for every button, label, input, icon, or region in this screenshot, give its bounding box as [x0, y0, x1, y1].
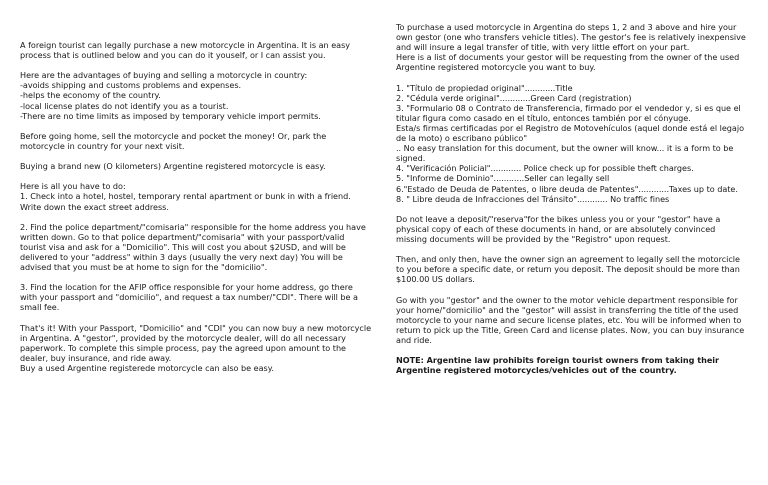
step-1-paragraph: Here is all you have to do: 1. Check into a hotel, hostel, temporary rental apartment or bunk in with a friend. Write down the exact street address. — [20, 181, 351, 212]
documents-list: 1. "Título de propiedad original"............Title 2. "Cédula verde original"............Green Card (registration) 3. "Formulario 08 o Contrato de Transferencia, firmado por el vendedor y, si es que el titular figura como casado en el título, entonces también por el cónyuge. Esta/s firmas certificadas por el Registro de Motovehículos (aquel donde está el legajo de la moto) o escribano público" .. No easy translation for this document, but the owner will know... it is a form to be signed. 4. "Verificación Policial"............ Police check up for possible theft charges. 5. "Informe de Dominio"............Seller can legally sell 6."Estado de Deuda de Patentes, o libre deuda de Patentes"............Taxes up to date. 8. " Libre deuda de Infracciones del Tránsito"............ No traffic fines — [396, 82, 745, 204]
transfer-paragraph: Go with you "gestor" and the owner to the motor vehicle department responsible for your home/"domicilio" and the "gestor" will assist in transferring the title of the used motorcycle to your name and secure license plates, etc. You will be informed when to return to pick up the Title, Green Card and license plates. Now, you can buy insurance and ride. — [396, 294, 745, 345]
advantages-paragraph: Here are the advantages of buying and selling a motorcycle in country: -avoids shipping and customs problems and expenses. -helps the economy of the country. -local license plates do not identify you as a tourist. -There are no time limits as imposed by temporary vehicle import permits. — [20, 70, 321, 121]
thats-it-paragraph: That's it! With your Passport, "Domicilio" and "CDI" you can now buy a new motorcycle in Argentina. A "gestor", provided by the motorcycle dealer, will do all necessary paperwork. To complete this simple process, pay the agreed upon amount to the dealer, buy insurance, and ride away. Buy a used Argentine registerede motorcycle can also be easy. — [20, 322, 372, 373]
before-going-home-paragraph: Before going home, sell the motorcycle and pocket the money! Or, park the motorcycle in country for your next visit. — [20, 130, 327, 151]
step-2-paragraph: 2. Find the police department/"comisaria" responsible for the home address you have written down. Go to that police department/"comisaria" with your passport/valid tourist visa and ask for a "Domicilio". This will cost you about $2USD, and will be delivered to your "address" within 3 days (usually the very next day) You will be advised that you must be at home to sign for the "domicilio". — [20, 221, 366, 273]
right-column — [396, 22, 748, 385]
intro-paragraph: A foreign tourist can legally purchase a new motorcycle in Argentina. It is an easy process that is outlined below and you can do it youself, or I can assist you. — [20, 40, 351, 61]
note-paragraph: NOTE: Argentine law prohibits foreign tourist owners from taking their Argentine registered motorcycles/vehicles out of the country. — [396, 355, 720, 376]
step-3-paragraph: 3. Find the location for the AFIP office responsible for your home address, go there with your passport and "domicilio", and request a tax number/"CDI". There will be a small fee. — [20, 282, 359, 313]
deposit-paragraph: Do not leave a deposit/"reserva"for the bikes unless you or your "gestor" have a physical copy of each of these documents in hand, or are absolutely convinced missing documents will be provided by the "Registro" upon request. — [396, 213, 721, 244]
brand-new-paragraph: Buying a brand new (O kilometers) Argentine registered motorcycle is easy. — [20, 161, 326, 172]
left-column — [20, 40, 372, 383]
used-motorcycle-paragraph: To purchase a used motorcycle in Argentina do steps 1, 2 and 3 above and hire your own gestor (one who transfers vehicle titles). The gestor's fee is relatively inexpensive and will insure a legal transfer of title, with very little effort on your part. Here is a list of documents your gestor will be requesting from the owner of the used Argentine registered motorcycle you want to buy. — [396, 22, 746, 73]
agreement-paragraph: Then, and only then, have the owner sign an agreement to legally sell the motorcicle to you before a specific date, or return you deposit. The deposit should be more than $100.00 US dollars. — [396, 254, 740, 285]
